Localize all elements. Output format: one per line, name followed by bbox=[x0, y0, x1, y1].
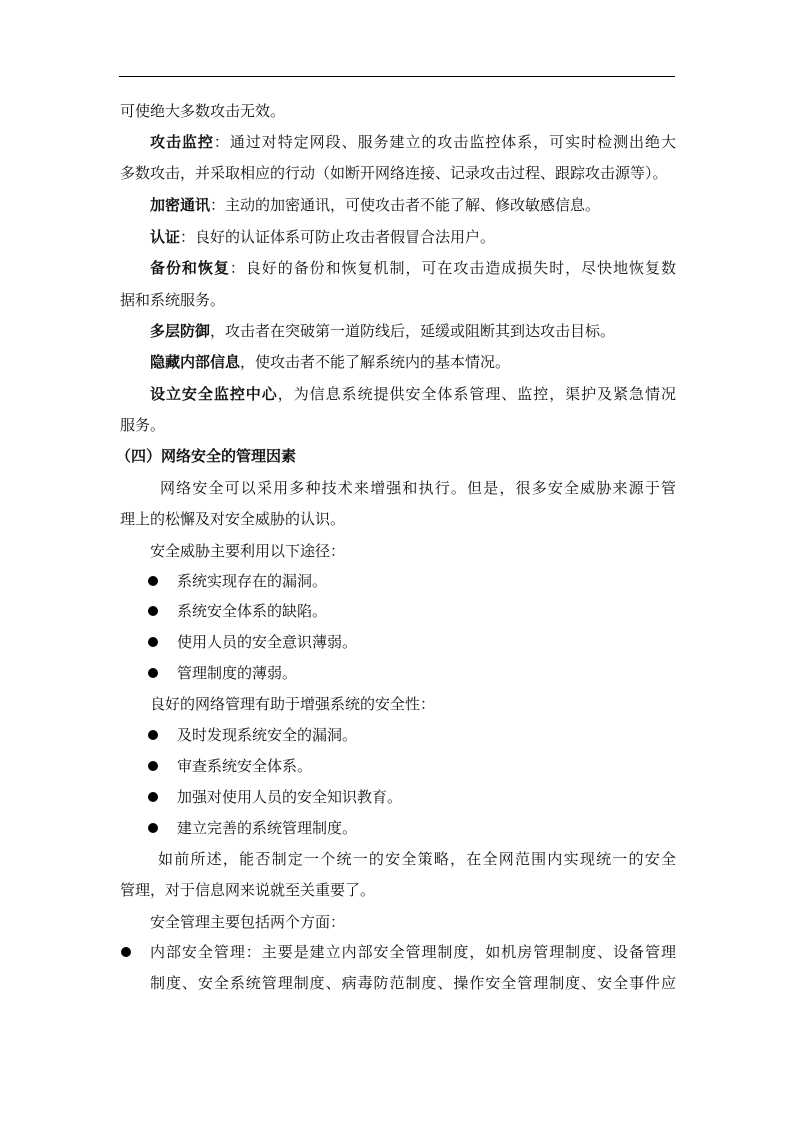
hide-line bbox=[150, 352, 510, 372]
term-desc: ：通过对特定网段、服务建立的攻击监控体系，可实时检测出绝大 bbox=[213, 133, 676, 151]
paragraph-line: 管理，对于信息网来说就至关重要了。 bbox=[120, 881, 376, 899]
term-desc: ：良好的备份和恢复机制，可在攻击造成损失时，尽快地恢复数 bbox=[229, 259, 676, 277]
list-item: 管理制度的薄弱。 bbox=[177, 664, 298, 682]
term-desc: ，攻击者在突破第一道防线后，延缓或阻断其到达攻击目标。 bbox=[210, 322, 616, 340]
auth-line bbox=[150, 227, 495, 247]
header-rule bbox=[119, 76, 675, 77]
list-item: 建立完善的系统管理制度。 bbox=[177, 819, 358, 837]
list-item: 加强对使用人员的安全知识教育。 bbox=[177, 788, 403, 806]
term-desc: ：主动的加密通讯，可使攻击者不能了解、修改敏感信息。 bbox=[210, 196, 601, 214]
bullet-icon bbox=[121, 947, 131, 957]
paragraph-line: 网络安全可以采用多种技术来增强和执行。但是，很多安全威胁来源于管 bbox=[160, 479, 676, 497]
list-item: 及时发现系统安全的漏洞。 bbox=[177, 726, 358, 744]
list-item: 使用人员的安全意识薄弱。 bbox=[177, 633, 358, 651]
term-bold: 攻击监控 bbox=[150, 133, 214, 151]
term-bold: 认证 bbox=[150, 228, 181, 246]
term-desc: ，使攻击者不能了解系统内的基本情况。 bbox=[240, 353, 511, 371]
list-item-continuation: 制度、安全系统管理制度、病毒防范制度、操作安全管理制度、安全事件应 bbox=[150, 974, 676, 992]
term-bold: 设立安全监控中心 bbox=[150, 385, 278, 403]
bullet-icon bbox=[148, 606, 158, 616]
bullet-icon bbox=[148, 823, 158, 833]
bullet-icon bbox=[148, 730, 158, 740]
paragraph-line: 据和系统服务。 bbox=[120, 291, 226, 309]
center-line bbox=[150, 384, 676, 404]
layer-line bbox=[150, 321, 615, 341]
term-bold: 加密通讯 bbox=[150, 196, 211, 214]
paragraph-line: 服务。 bbox=[120, 416, 166, 434]
bullet-icon bbox=[148, 576, 158, 586]
term-desc: ，为信息系统提供安全体系管理、监控，渠护及紧急情况 bbox=[277, 385, 676, 403]
term-desc: ：良好的认证体系可防止攻击者假冒合法用户。 bbox=[180, 228, 496, 246]
term-bold: 备份和恢复 bbox=[150, 259, 230, 277]
list-item: 内部安全管理：主要是建立内部安全管理制度，如机房管理制度、设备管理 bbox=[150, 943, 676, 961]
paragraph-line: 理上的松懈及对安全威胁的认识。 bbox=[120, 510, 346, 528]
paragraph-line: 可使绝大多数攻击无效。 bbox=[120, 102, 286, 120]
list-item: 审查系统安全体系。 bbox=[177, 757, 313, 775]
backup-line bbox=[150, 258, 676, 278]
section-heading: （四）网络安全的管理因素 bbox=[116, 447, 297, 465]
paragraph-line: 良好的网络管理有助于增强系统的安全性： bbox=[150, 695, 436, 713]
attack-monitor-line bbox=[150, 132, 676, 152]
encrypt-line bbox=[150, 195, 600, 215]
bullet-icon bbox=[148, 668, 158, 678]
term-bold: 多层防御 bbox=[150, 322, 211, 340]
paragraph-line: 多数攻击，并采取相应的行动（如断开网络连接、记录攻击过程、跟踪攻击源等）。 bbox=[120, 164, 668, 182]
paragraph-line: 如前所述，能否制定一个统一的安全策略，在全网范围内实现统一的安全 bbox=[158, 850, 676, 868]
list-item: 系统实现存在的漏洞。 bbox=[177, 572, 328, 590]
list-item: 系统安全体系的缺陷。 bbox=[177, 602, 328, 620]
bullet-icon bbox=[148, 761, 158, 771]
paragraph-line: 安全管理主要包括两个方面： bbox=[150, 913, 346, 931]
paragraph-line: 安全威胁主要利用以下途径： bbox=[150, 542, 346, 560]
bullet-icon bbox=[148, 792, 158, 802]
term-bold: 隐藏内部信息 bbox=[150, 353, 241, 371]
bullet-icon bbox=[148, 637, 158, 647]
